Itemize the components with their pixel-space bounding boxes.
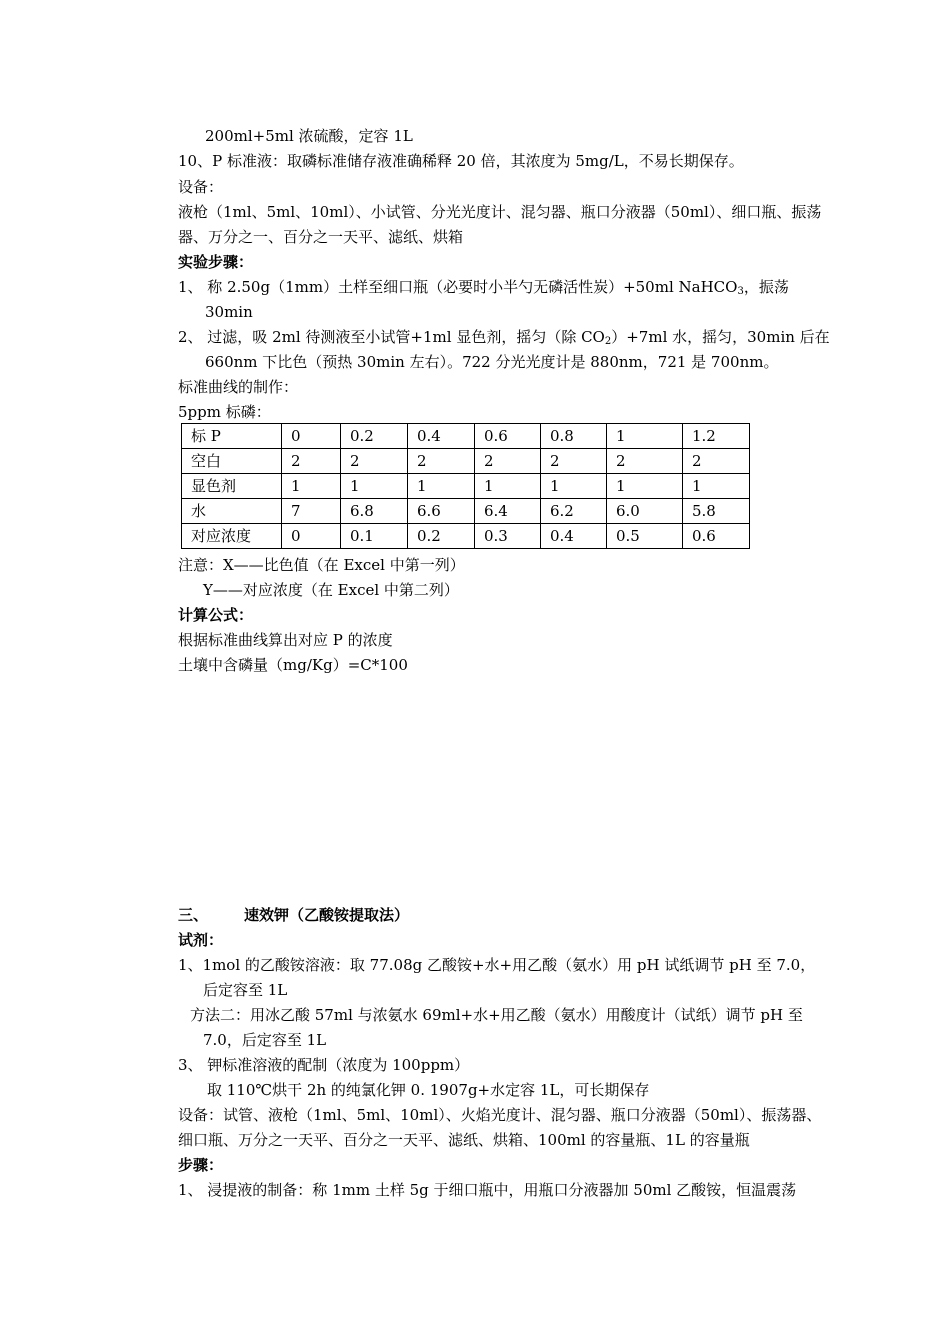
text-line: 根据标准曲线算出对应 P 的浓度 xyxy=(178,631,393,649)
row-header-cell: 标 P xyxy=(182,424,282,449)
table-cell: 6.6 xyxy=(408,499,475,524)
text-line: 3、 钾标准溶液的配制（浓度为 100ppm） xyxy=(178,1056,470,1074)
table-cell: 6.2 xyxy=(541,499,607,524)
table-cell: 2 xyxy=(282,449,341,474)
section-heading: 计算公式： xyxy=(178,606,254,624)
row-header-cell: 对应浓度 xyxy=(182,524,282,549)
table-cell: 2 xyxy=(341,449,408,474)
table-cell: 0 xyxy=(282,524,341,549)
table-row xyxy=(182,424,750,449)
table-cell: 1 xyxy=(408,474,475,499)
section-3-heading xyxy=(178,905,410,925)
row-header-cell: 显色剂 xyxy=(182,474,282,499)
table-row xyxy=(182,524,750,549)
table-cell: 0.8 xyxy=(541,424,607,449)
table-row xyxy=(182,449,750,474)
text-fragment: 2、 过滤，吸 2ml 待测液至小试管+1ml 显色剂，摇匀（除 CO xyxy=(178,328,605,346)
note-line: Y——对应浓度（在 Excel 中第二列） xyxy=(203,581,459,599)
table-row xyxy=(182,499,750,524)
text-line: 方法二：用冰乙酸 57ml 与浓氨水 69ml+水+用乙酸（氨水）用酸度计（试纸）调节 pH 至 xyxy=(190,1006,803,1024)
standard-curve-table xyxy=(181,423,750,549)
text-line: 10、P 标准液：取磷标准储存液准确稀释 20 倍，其浓度为 5mg/L，不易长期保存。 xyxy=(178,152,744,170)
table-cell: 2 xyxy=(475,449,541,474)
table-cell: 0.2 xyxy=(341,424,408,449)
section-heading: 步骤： xyxy=(178,1156,224,1174)
text-line: 设备： xyxy=(178,178,224,196)
table-cell: 1 xyxy=(282,474,341,499)
text-line: 200ml+5ml 浓硫酸，定容 1L xyxy=(205,127,413,145)
table-cell: 0.3 xyxy=(475,524,541,549)
text-line: 标准曲线的制作： xyxy=(178,378,299,396)
text-fragment: ）+7ml 水，摇匀，30min 后在 xyxy=(611,328,830,346)
text-line xyxy=(178,277,810,302)
text-line: 1、1mol 的乙酸铵溶液：取 77.08g 乙酸铵+水+用乙酸（氨水）用 pH 试纸调节 pH 至 7.0， xyxy=(178,956,816,974)
text-line: 7.0，后定容至 1L xyxy=(203,1031,327,1049)
table-cell: 1 xyxy=(341,474,408,499)
table-cell: 1 xyxy=(541,474,607,499)
row-header-cell: 水 xyxy=(182,499,282,524)
table-cell: 0.6 xyxy=(683,524,750,549)
table-cell: 6.8 xyxy=(341,499,408,524)
section-heading: 实验步骤： xyxy=(178,253,254,271)
table-cell: 1 xyxy=(475,474,541,499)
text-line: 30min xyxy=(205,303,253,321)
table-cell: 2 xyxy=(408,449,475,474)
subscript: 2 xyxy=(604,336,612,347)
table-cell: 0.4 xyxy=(408,424,475,449)
text-line: 5ppm 标磷： xyxy=(178,403,271,421)
section-title: 速效钾（乙酸铵提取法） xyxy=(244,906,410,924)
table-cell: 1 xyxy=(607,474,683,499)
table-cell: 2 xyxy=(607,449,683,474)
table-cell: 1 xyxy=(683,474,750,499)
table-cell: 0.2 xyxy=(408,524,475,549)
table-cell: 0 xyxy=(282,424,341,449)
table-cell: 2 xyxy=(541,449,607,474)
table-cell: 5.8 xyxy=(683,499,750,524)
section-heading: 试剂： xyxy=(178,931,224,949)
text-fragment: 1、 称 2.50g（1mm）土样至细口瓶（必要时小半勺无磷活性炭）+50ml NaHCO xyxy=(178,278,738,296)
table-row xyxy=(182,474,750,499)
subscript: 3 xyxy=(737,286,744,297)
table-cell: 7 xyxy=(282,499,341,524)
text-fragment: ，振荡 xyxy=(743,278,789,296)
table-cell: 0.4 xyxy=(541,524,607,549)
row-header-cell: 空白 xyxy=(182,449,282,474)
text-line: 液枪（1ml、5ml、10ml）、小试管、分光光度计、混匀器、瓶口分液器（50ml）、细口瓶、振荡 xyxy=(178,203,822,221)
note-line: 注意：X——比色值（在 Excel 中第一列） xyxy=(178,556,465,574)
table-cell: 0.6 xyxy=(475,424,541,449)
text-line: 设备：试管、液枪（1ml、5ml、10ml）、火焰光度计、混匀器、瓶口分液器（50ml）、振荡器、 xyxy=(178,1106,822,1124)
text-line xyxy=(178,327,830,352)
table-cell: 0.1 xyxy=(341,524,408,549)
table-cell: 6.4 xyxy=(475,499,541,524)
table-cell: 0.5 xyxy=(607,524,683,549)
text-line: 器、万分之一、百分之一天平、滤纸、烘箱 xyxy=(178,228,464,246)
table-cell: 6.0 xyxy=(607,499,683,524)
text-line: 660nm 下比色（预热 30min 左右）。722 分光光度计是 880nm，721 是 700nm。 xyxy=(205,353,779,371)
section-number: 三、 xyxy=(178,906,209,924)
table-cell: 1.2 xyxy=(683,424,750,449)
text-line: 土壤中含磷量（mg/Kg）=C*100 xyxy=(178,656,408,674)
text-line: 1、 浸提液的制备：称 1mm 土样 5g 于细口瓶中，用瓶口分液器加 50ml 乙酸铵，恒温震荡 xyxy=(178,1181,797,1199)
table-cell: 2 xyxy=(683,449,750,474)
table-cell: 1 xyxy=(607,424,683,449)
text-line: 后定容至 1L xyxy=(203,981,288,999)
text-line: 细口瓶、万分之一天平、百分之一天平、滤纸、烘箱、100ml 的容量瓶、1L 的容量瓶 xyxy=(178,1131,750,1149)
text-line: 取 110℃烘干 2h 的纯氯化钾 0. 1907g+水定容 1L，可长期保存 xyxy=(207,1081,650,1099)
